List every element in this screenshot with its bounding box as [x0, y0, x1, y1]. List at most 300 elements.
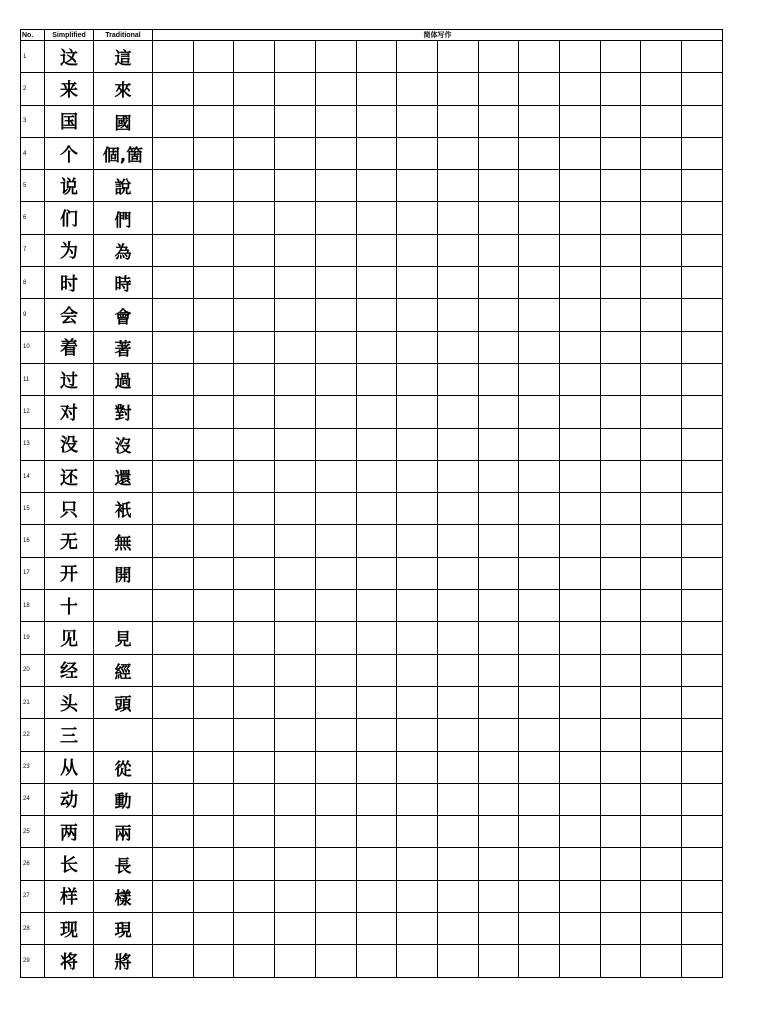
practice-cell: [356, 363, 397, 395]
practice-cell: [600, 654, 641, 686]
table-row: [21, 751, 723, 783]
practice-cell: [437, 848, 478, 880]
simplified-char: 十: [45, 590, 94, 622]
practice-cell: [153, 234, 194, 266]
practice-cell: [234, 267, 275, 299]
practice-cell: [153, 783, 194, 815]
row-number: 16: [21, 525, 45, 557]
practice-cell: [560, 622, 601, 654]
practice-cell: [682, 590, 723, 622]
header-practice: 简体写作: [153, 30, 723, 41]
table-row: [21, 654, 723, 686]
traditional-char: 這: [94, 41, 153, 73]
row-number: 4: [21, 137, 45, 169]
practice-cell: [560, 331, 601, 363]
practice-cell: [437, 622, 478, 654]
traditional-char: 動: [94, 783, 153, 815]
practice-cell: [397, 428, 438, 460]
practice-cell: [397, 622, 438, 654]
practice-cell: [560, 202, 601, 234]
row-number: 28: [21, 913, 45, 945]
row-number: 7: [21, 234, 45, 266]
practice-cell: [437, 525, 478, 557]
practice-cell: [153, 493, 194, 525]
practice-cell: [437, 460, 478, 492]
practice-cell: [397, 460, 438, 492]
practice-cell: [519, 654, 560, 686]
practice-cell: [560, 783, 601, 815]
practice-cell: [275, 299, 316, 331]
practice-cell: [682, 428, 723, 460]
practice-cell: [641, 73, 682, 105]
practice-cell: [437, 202, 478, 234]
practice-cell: [315, 428, 356, 460]
traditional-char: 兩: [94, 816, 153, 848]
practice-cell: [437, 105, 478, 137]
simplified-char: 没: [45, 428, 94, 460]
practice-cell: [193, 751, 234, 783]
row-number: 27: [21, 880, 45, 912]
practice-cell: [641, 816, 682, 848]
practice-cell: [234, 170, 275, 202]
row-number: 25: [21, 816, 45, 848]
row-number: 20: [21, 654, 45, 686]
practice-cell: [356, 428, 397, 460]
table-row: [21, 557, 723, 589]
practice-cell: [234, 848, 275, 880]
simplified-char: 为: [45, 234, 94, 266]
row-number: 19: [21, 622, 45, 654]
practice-cell: [560, 137, 601, 169]
practice-cell: [519, 622, 560, 654]
practice-cell: [275, 590, 316, 622]
practice-cell: [275, 267, 316, 299]
practice-cell: [397, 751, 438, 783]
row-number: 12: [21, 396, 45, 428]
practice-cell: [315, 622, 356, 654]
table-row: [21, 945, 723, 977]
practice-cell: [519, 557, 560, 589]
practice-cell: [478, 493, 519, 525]
practice-cell: [356, 105, 397, 137]
simplified-char: 头: [45, 686, 94, 718]
practice-cell: [356, 331, 397, 363]
practice-cell: [641, 41, 682, 73]
traditional-char: 著: [94, 331, 153, 363]
practice-cell: [315, 363, 356, 395]
simplified-char: 长: [45, 848, 94, 880]
practice-cell: [519, 137, 560, 169]
practice-cell: [356, 202, 397, 234]
practice-cell: [356, 525, 397, 557]
practice-cell: [234, 686, 275, 718]
practice-cell: [682, 816, 723, 848]
practice-cell: [519, 719, 560, 751]
practice-cell: [234, 945, 275, 977]
simplified-char: 从: [45, 751, 94, 783]
traditional-char: 國: [94, 105, 153, 137]
practice-cell: [153, 299, 194, 331]
practice-cell: [234, 363, 275, 395]
practice-cell: [478, 234, 519, 266]
practice-cell: [437, 945, 478, 977]
practice-cell: [397, 137, 438, 169]
header-row: [21, 30, 723, 41]
practice-cell: [315, 170, 356, 202]
practice-cell: [275, 493, 316, 525]
practice-cell: [560, 525, 601, 557]
practice-cell: [641, 299, 682, 331]
practice-cell: [234, 73, 275, 105]
practice-cell: [519, 41, 560, 73]
practice-cell: [275, 331, 316, 363]
practice-cell: [153, 396, 194, 428]
practice-cell: [193, 493, 234, 525]
practice-cell: [193, 73, 234, 105]
practice-cell: [641, 525, 682, 557]
row-number: 8: [21, 267, 45, 299]
practice-cell: [193, 945, 234, 977]
simplified-char: 两: [45, 816, 94, 848]
practice-cell: [193, 363, 234, 395]
practice-cell: [315, 331, 356, 363]
practice-cell: [641, 202, 682, 234]
table-row: [21, 170, 723, 202]
row-number: 13: [21, 428, 45, 460]
practice-cell: [356, 945, 397, 977]
practice-cell: [600, 331, 641, 363]
simplified-char: 说: [45, 170, 94, 202]
table-row: [21, 234, 723, 266]
practice-cell: [478, 299, 519, 331]
practice-cell: [682, 719, 723, 751]
traditional-char: 從: [94, 751, 153, 783]
practice-cell: [315, 73, 356, 105]
practice-cell: [641, 493, 682, 525]
practice-cell: [315, 557, 356, 589]
practice-cell: [275, 202, 316, 234]
practice-cell: [234, 460, 275, 492]
simplified-char: 着: [45, 331, 94, 363]
practice-cell: [356, 234, 397, 266]
practice-cell: [478, 460, 519, 492]
practice-cell: [315, 234, 356, 266]
practice-cell: [397, 363, 438, 395]
practice-cell: [315, 880, 356, 912]
practice-cell: [600, 428, 641, 460]
practice-cell: [234, 880, 275, 912]
practice-cell: [437, 719, 478, 751]
simplified-char: 经: [45, 654, 94, 686]
practice-cell: [397, 170, 438, 202]
table-row: [21, 848, 723, 880]
practice-cell: [193, 525, 234, 557]
practice-cell: [519, 945, 560, 977]
practice-cell: [641, 234, 682, 266]
practice-cell: [600, 719, 641, 751]
practice-cell: [234, 783, 275, 815]
practice-cell: [478, 170, 519, 202]
practice-cell: [682, 460, 723, 492]
table-row: [21, 331, 723, 363]
practice-cell: [356, 73, 397, 105]
row-number: 24: [21, 783, 45, 815]
practice-cell: [437, 234, 478, 266]
practice-cell: [478, 41, 519, 73]
table-row: [21, 686, 723, 718]
simplified-char: 这: [45, 41, 94, 73]
row-number: 6: [21, 202, 45, 234]
row-number: 17: [21, 557, 45, 589]
practice-cell: [478, 525, 519, 557]
practice-cell: [397, 848, 438, 880]
practice-cell: [275, 428, 316, 460]
practice-cell: [193, 590, 234, 622]
practice-cell: [153, 460, 194, 492]
practice-cell: [234, 719, 275, 751]
practice-cell: [600, 557, 641, 589]
practice-cell: [600, 590, 641, 622]
practice-cell: [356, 751, 397, 783]
practice-cell: [315, 525, 356, 557]
practice-cell: [641, 460, 682, 492]
practice-cell: [315, 299, 356, 331]
practice-cell: [153, 202, 194, 234]
practice-cell: [560, 590, 601, 622]
practice-cell: [397, 880, 438, 912]
practice-cell: [600, 493, 641, 525]
practice-cell: [560, 848, 601, 880]
practice-cell: [397, 234, 438, 266]
practice-cell: [275, 913, 316, 945]
practice-cell: [315, 460, 356, 492]
practice-cell: [682, 493, 723, 525]
practice-cell: [315, 751, 356, 783]
practice-cell: [315, 267, 356, 299]
simplified-char: 们: [45, 202, 94, 234]
practice-cell: [275, 654, 316, 686]
practice-cell: [641, 557, 682, 589]
traditional-char: 頭: [94, 686, 153, 718]
simplified-char: 国: [45, 105, 94, 137]
simplified-char: 还: [45, 460, 94, 492]
practice-cell: [437, 267, 478, 299]
table-row: [21, 783, 723, 815]
practice-cell: [437, 686, 478, 718]
table-row: [21, 267, 723, 299]
practice-cell: [234, 299, 275, 331]
practice-cell: [397, 331, 438, 363]
practice-cell: [478, 848, 519, 880]
practice-cell: [234, 525, 275, 557]
row-number: 11: [21, 363, 45, 395]
practice-cell: [478, 396, 519, 428]
practice-cell: [234, 41, 275, 73]
table-row: [21, 525, 723, 557]
practice-cell: [234, 590, 275, 622]
practice-cell: [560, 73, 601, 105]
practice-cell: [682, 299, 723, 331]
practice-cell: [193, 816, 234, 848]
table-row: [21, 622, 723, 654]
practice-cell: [153, 945, 194, 977]
practice-sheet-table: [20, 29, 723, 978]
practice-cell: [641, 267, 682, 299]
practice-cell: [153, 654, 194, 686]
practice-cell: [519, 331, 560, 363]
traditional-char: 見: [94, 622, 153, 654]
practice-cell: [397, 202, 438, 234]
practice-cell: [478, 880, 519, 912]
practice-cell: [478, 719, 519, 751]
practice-cell: [275, 783, 316, 815]
practice-cell: [600, 105, 641, 137]
practice-cell: [641, 396, 682, 428]
practice-cell: [560, 880, 601, 912]
practice-cell: [153, 880, 194, 912]
practice-cell: [682, 686, 723, 718]
practice-cell: [397, 719, 438, 751]
practice-cell: [682, 73, 723, 105]
table-row: [21, 719, 723, 751]
practice-cell: [478, 945, 519, 977]
practice-cell: [234, 622, 275, 654]
practice-cell: [356, 41, 397, 73]
practice-cell: [315, 202, 356, 234]
row-number: 21: [21, 686, 45, 718]
practice-cell: [315, 137, 356, 169]
practice-cell: [275, 719, 316, 751]
header-simplified: Simplified: [45, 30, 94, 41]
practice-cell: [153, 913, 194, 945]
practice-cell: [437, 363, 478, 395]
table-row: [21, 493, 723, 525]
practice-cell: [275, 460, 316, 492]
simplified-char: 无: [45, 525, 94, 557]
practice-cell: [560, 686, 601, 718]
practice-cell: [519, 73, 560, 105]
practice-cell: [519, 267, 560, 299]
simplified-char: 会: [45, 299, 94, 331]
practice-cell: [682, 783, 723, 815]
traditional-char: 無: [94, 525, 153, 557]
practice-cell: [397, 913, 438, 945]
practice-cell: [356, 816, 397, 848]
row-number: 26: [21, 848, 45, 880]
practice-cell: [478, 913, 519, 945]
practice-cell: [560, 493, 601, 525]
practice-cell: [315, 719, 356, 751]
simplified-char: 动: [45, 783, 94, 815]
traditional-char: 對: [94, 396, 153, 428]
practice-cell: [153, 751, 194, 783]
traditional-char: 為: [94, 234, 153, 266]
practice-cell: [478, 202, 519, 234]
practice-cell: [682, 363, 723, 395]
practice-cell: [682, 41, 723, 73]
practice-cell: [275, 751, 316, 783]
practice-cell: [397, 686, 438, 718]
practice-cell: [234, 202, 275, 234]
row-number: 5: [21, 170, 45, 202]
practice-cell: [478, 686, 519, 718]
table-row: [21, 41, 723, 73]
practice-cell: [356, 719, 397, 751]
practice-cell: [315, 105, 356, 137]
row-number: 18: [21, 590, 45, 622]
practice-cell: [600, 525, 641, 557]
traditional-char: 沒: [94, 428, 153, 460]
practice-cell: [193, 622, 234, 654]
practice-cell: [478, 73, 519, 105]
practice-cell: [682, 751, 723, 783]
practice-cell: [153, 525, 194, 557]
practice-cell: [397, 41, 438, 73]
practice-cell: [641, 137, 682, 169]
practice-cell: [397, 396, 438, 428]
table-row: [21, 363, 723, 395]
practice-cell: [437, 331, 478, 363]
practice-cell: [193, 267, 234, 299]
practice-cell: [682, 557, 723, 589]
practice-cell: [560, 267, 601, 299]
practice-cell: [153, 105, 194, 137]
practice-cell: [153, 267, 194, 299]
practice-cell: [356, 267, 397, 299]
practice-cell: [560, 41, 601, 73]
practice-cell: [193, 719, 234, 751]
simplified-char: 个: [45, 137, 94, 169]
practice-cell: [275, 880, 316, 912]
practice-cell: [519, 751, 560, 783]
practice-cell: [275, 363, 316, 395]
practice-cell: [234, 654, 275, 686]
practice-cell: [234, 331, 275, 363]
practice-cell: [356, 396, 397, 428]
practice-cell: [519, 460, 560, 492]
practice-cell: [397, 525, 438, 557]
practice-cell: [153, 73, 194, 105]
practice-cell: [478, 267, 519, 299]
practice-cell: [437, 751, 478, 783]
practice-cell: [234, 493, 275, 525]
practice-cell: [397, 590, 438, 622]
practice-cell: [600, 299, 641, 331]
traditional-char: 開: [94, 557, 153, 589]
practice-cell: [193, 686, 234, 718]
practice-cell: [478, 137, 519, 169]
practice-cell: [356, 686, 397, 718]
practice-cell: [560, 913, 601, 945]
practice-cell: [234, 105, 275, 137]
practice-cell: [600, 202, 641, 234]
practice-cell: [193, 137, 234, 169]
practice-cell: [519, 234, 560, 266]
row-number: 9: [21, 299, 45, 331]
practice-cell: [600, 622, 641, 654]
simplified-char: 见: [45, 622, 94, 654]
practice-cell: [356, 654, 397, 686]
traditional-char: 還: [94, 460, 153, 492]
practice-cell: [397, 557, 438, 589]
practice-cell: [560, 654, 601, 686]
practice-cell: [356, 170, 397, 202]
practice-cell: [600, 170, 641, 202]
traditional-char: 說: [94, 170, 153, 202]
practice-cell: [153, 41, 194, 73]
table-row: [21, 73, 723, 105]
practice-cell: [519, 848, 560, 880]
